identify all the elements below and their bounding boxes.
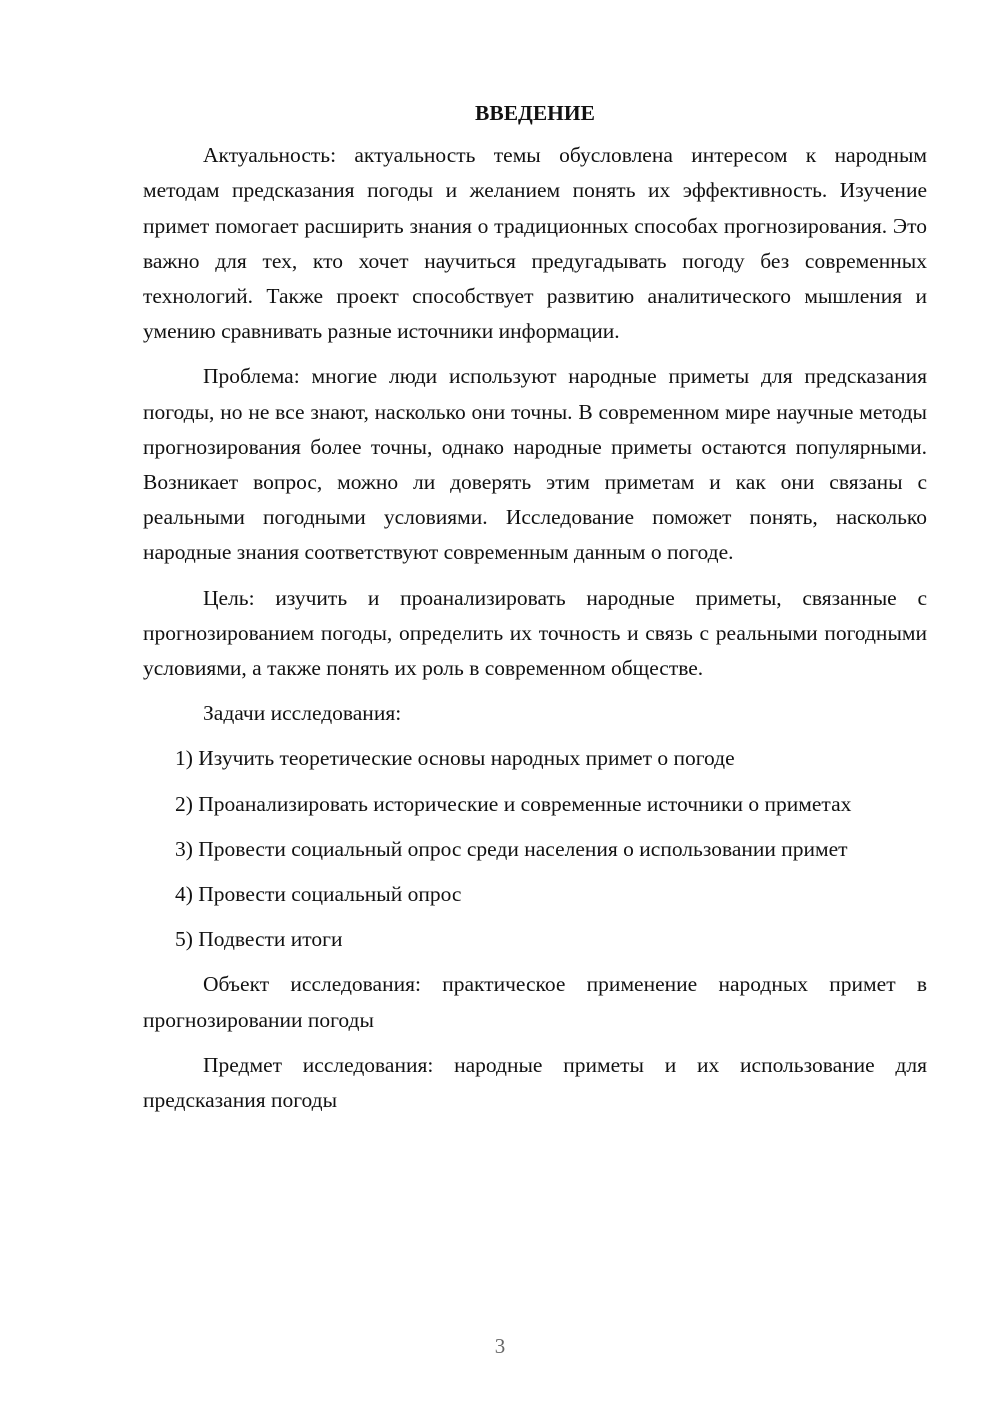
relevance-paragraph: Актуальность: актуальность темы обусловлена интересом к народным методам предсказания погоды и желанием понять их эффективность. Изучение примет помогает расширить знания о традиционных способах прогнозирования. Это важно для тех, кто хочет научиться предугадывать погоду без современных технологий. Также проект способствует развитию аналитического мышления и умению сравнивать разные источники информации. xyxy=(143,143,927,344)
page-number: 3 xyxy=(494,1334,506,1358)
task-item: 5) Подвести итоги xyxy=(175,927,343,952)
task-item: 2) Проанализировать исторические и современные источники о приметах xyxy=(175,791,852,816)
document-page xyxy=(143,96,927,1128)
problem-paragraph: Проблема: многие люди используют народные приметы для предсказания погоды, но не все знают, насколько они точны. В современном мире научные методы прогнозирования более точны, однако народные приметы остаются популярными. Возникает вопрос, можно ли доверять этим приметам и как они связаны с реальными погодными условиями. Исследование поможет понять, насколько народные знания соответствуют современным данным о погоде. xyxy=(143,364,927,565)
task-item: 4) Провести социальный опрос xyxy=(175,882,462,907)
subject-paragraph: Предмет исследования: народные приметы и их использование для предсказания погоды xyxy=(143,1052,927,1113)
task-item: 1) Изучить теоретические основы народных примет о погоде xyxy=(175,746,735,771)
goal-paragraph: Цель: изучить и проанализировать народные приметы, связанные с прогнозированием погоды, определить их точность и связь с реальными погодными условиями, а также понять их роль в современном обществе. xyxy=(143,585,927,681)
object-paragraph: Объект исследования: практическое применение народных примет в прогнозировании погоды xyxy=(143,972,927,1032)
tasks-heading: Задачи исследования: xyxy=(203,701,402,726)
page-title: ВВЕДЕНИЕ xyxy=(475,101,595,125)
task-item: 3) Провести социальный опрос среди населения о использовании примет xyxy=(175,836,848,861)
